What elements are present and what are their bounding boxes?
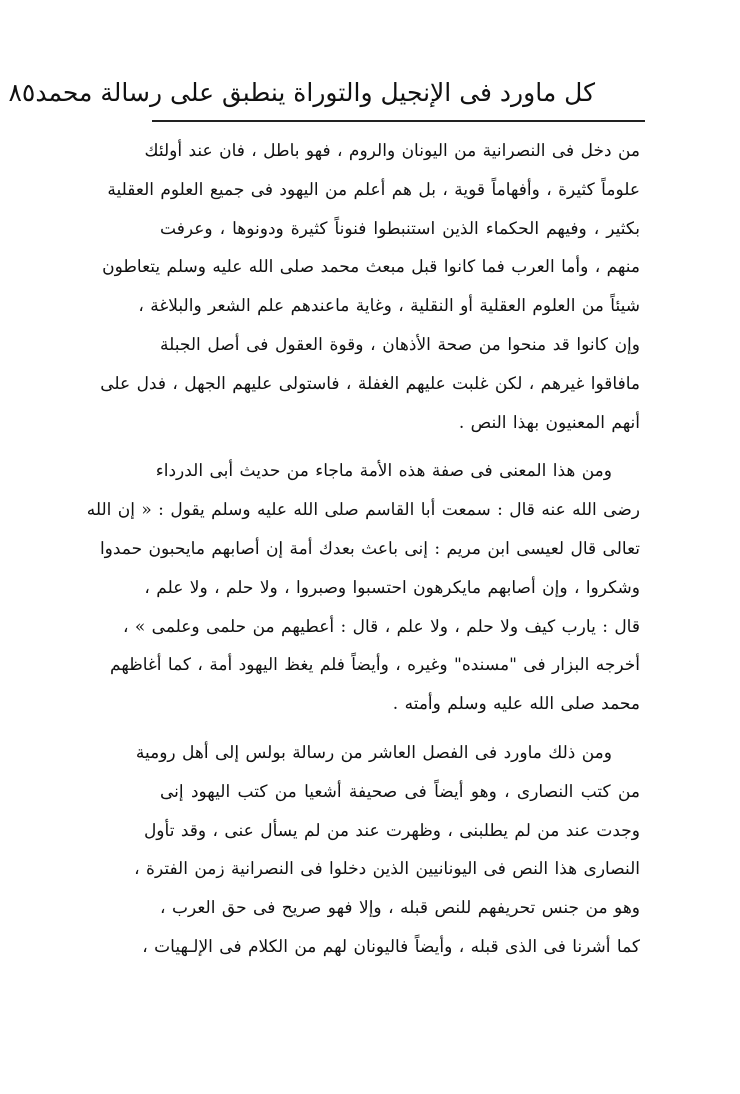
- text-line: أنهم المعنيون بهذا النص .: [458, 412, 640, 433]
- text-line: من كتب النصارى ، وهو أيضاً فى صحيفة أشعيا من كتب اليهود إنى: [160, 781, 640, 802]
- running-title: كل ماورد فى الإنجيل والتوراة ينطبق على رسالة محمد: [35, 77, 595, 107]
- text-line: وشكروا ، وإن أصابهم مايكرهون احتسبوا وصبروا ، ولا حلم ، ولا علم ،: [144, 577, 640, 598]
- text-line: بكثير ، وفيهم الحكماء الذين استنبطوا فنوناً كثيرة ودونوها ، وعرفت: [160, 218, 640, 239]
- text-line: رضى الله عنه قال : سمعت أبا القاسم صلى الله عليه وسلم يقول : « إن الله: [86, 500, 640, 521]
- paragraph-1: [100, 132, 640, 442]
- header-rule: [152, 120, 645, 122]
- text-line: علوماً كثيرة ، وأفهاماً قوية ، بل هم أعلم من اليهود فى جميع العلوم العقلية: [107, 179, 640, 200]
- text-line: محمد صلى الله عليه وسلم وأمته .: [392, 694, 640, 715]
- text-line: من دخل فى النصرانية من اليونان والروم ، فهو باطل ، فان عند أولئك: [144, 141, 640, 161]
- text-line: أخرجه البزار فى "مسنده" وغيره ، وأيضاً فلم يغظ اليهود أمة ، كما أغاظهم: [110, 655, 640, 676]
- text-line: وهو من جنس تحريفهم للنص قبله ، وإلا فهو صريح فى حق العرب ،: [160, 898, 640, 919]
- text-line: كما أشرنا فى الذى قبله ، وأيضاً فاليونان لهم من الكلام فى الإلـهيات ،: [142, 936, 640, 957]
- text-line: وجدت عند من لم يطلبنى ، وظهرت عند من لم يسأل عنى ، وقد تأول: [143, 820, 640, 841]
- paragraph-2: [86, 452, 640, 724]
- paragraph-3: [134, 734, 640, 967]
- page-number: ٨٥: [8, 77, 36, 107]
- text-line: وإن كانوا قد منحوا من صحة الأذهان ، وقوة العقول فى أصل الجبلة: [160, 334, 640, 355]
- text-line: تعالى قال لعيسى ابن مريم : إنى باعث بعدك أمة إن أصابهم مايحبون حمدوا: [99, 538, 640, 559]
- text-line: ومن ذلك ماورد فى الفصل العاشر من رسالة بولس إلى أهل رومية: [135, 742, 612, 763]
- text-line: مافاقوا غيرهم ، لكن غلبت عليهم الغفلة ، فاستولى عليهم الجهل ، فدل على: [100, 373, 640, 394]
- text-line: ومن هذا المعنى فى صفة هذه الأمة ماجاء من حديث أبى الدرداء: [155, 461, 612, 482]
- running-header: [8, 72, 595, 112]
- text-line: قال : يارب كيف ولا حلم ، ولا علم ، قال : أعطيهم من حلمى وعلمى » ،: [122, 616, 640, 637]
- text-line: شيئاً من العلوم العقلية أو النقلية ، وغاية ماعندهم علم الشعر والبلاغة ،: [138, 296, 640, 317]
- text-line: النصارى هذا النص فى اليونانيين الذين دخلوا فى النصرانية زمن الفترة ،: [134, 859, 640, 880]
- body-text: [86, 132, 640, 967]
- text-line: منهم ، وأما العرب فما كانوا قبل مبعث محمد صلى الله عليه وسلم يتعاطون: [102, 257, 640, 278]
